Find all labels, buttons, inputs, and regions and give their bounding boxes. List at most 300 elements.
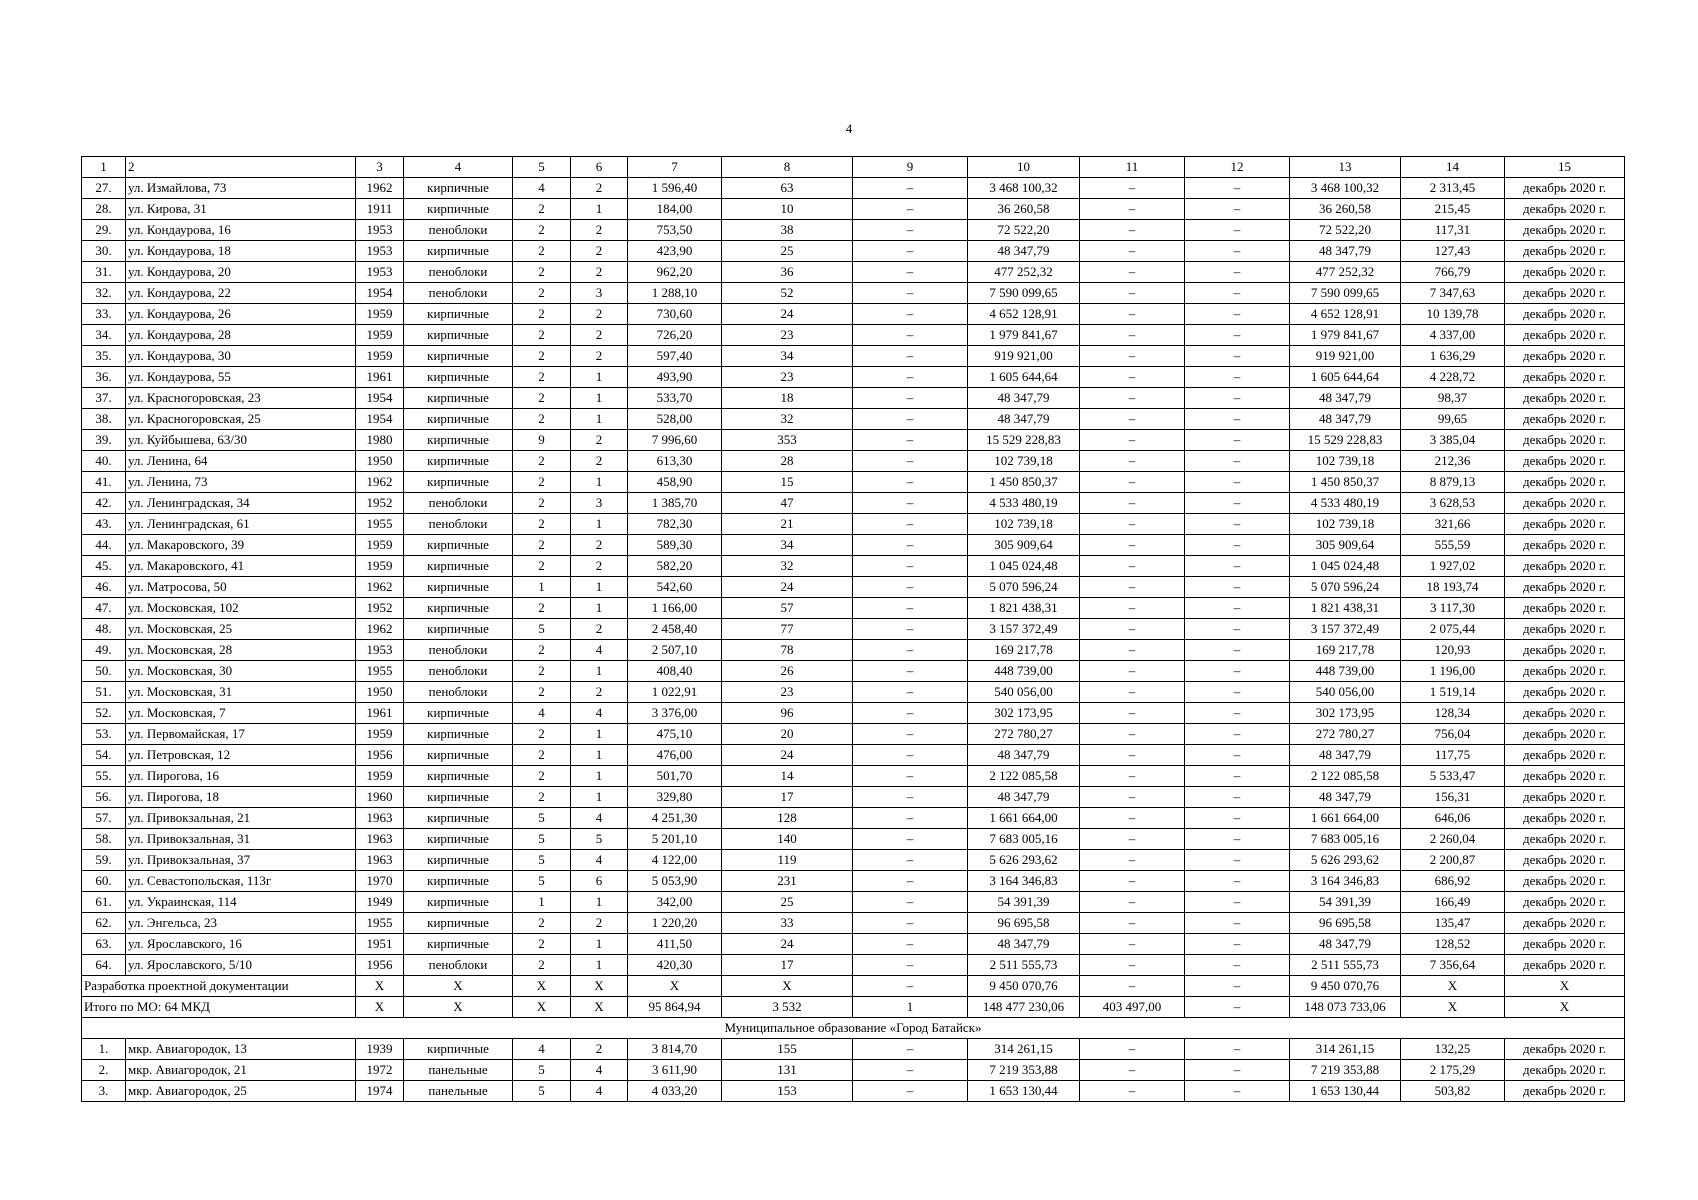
table-cell: 2 xyxy=(513,388,571,409)
table-cell: – xyxy=(1080,955,1185,976)
table-cell: 1 xyxy=(571,724,628,745)
table-cell: 1955 xyxy=(356,514,404,535)
table-cell: 1953 xyxy=(356,262,404,283)
table-cell: ул. Кирова, 31 xyxy=(126,199,356,220)
table-cell: 476,00 xyxy=(628,745,722,766)
table-cell: 2 200,87 xyxy=(1401,850,1505,871)
table-cell: – xyxy=(853,745,968,766)
table-row xyxy=(82,955,1625,976)
table-cell: кирпичные xyxy=(404,451,513,472)
table-cell: 1 653 130,44 xyxy=(1290,1081,1401,1102)
table-row xyxy=(82,661,1625,682)
table-cell: 2 xyxy=(513,367,571,388)
table-cell: – xyxy=(1185,829,1290,850)
table-cell: 2 xyxy=(513,556,571,577)
table-cell: 9 450 070,76 xyxy=(1290,976,1401,997)
table-cell: 8 xyxy=(722,157,853,178)
table-cell: 42. xyxy=(82,493,126,514)
table-cell: 1 xyxy=(571,514,628,535)
table-cell: X xyxy=(571,997,628,1018)
section-title: Муниципальное образование «Город Батайск» xyxy=(82,1018,1625,1039)
table-cell: 5 xyxy=(513,808,571,829)
table-cell: 7 590 099,65 xyxy=(968,283,1080,304)
table-cell: 1980 xyxy=(356,430,404,451)
table-row xyxy=(82,451,1625,472)
table-cell: пеноблоки xyxy=(404,682,513,703)
table-cell: 493,90 xyxy=(628,367,722,388)
table-cell: 2 xyxy=(513,724,571,745)
table-cell: 5 xyxy=(513,871,571,892)
table-cell: 7 356,64 xyxy=(1401,955,1505,976)
table-cell: декабрь 2020 г. xyxy=(1505,367,1625,388)
table-cell: 11 xyxy=(1080,157,1185,178)
table-cell: – xyxy=(1185,388,1290,409)
table-cell: 1951 xyxy=(356,934,404,955)
project-docs-row xyxy=(82,976,1625,997)
table-cell: 1952 xyxy=(356,493,404,514)
table-cell: 1959 xyxy=(356,766,404,787)
table-cell: 3 xyxy=(571,283,628,304)
table-cell: ул. Кондаурова, 55 xyxy=(126,367,356,388)
table-cell: – xyxy=(1185,241,1290,262)
table-cell: 2 xyxy=(513,787,571,808)
table-cell: 5 626 293,62 xyxy=(1290,850,1401,871)
table-cell: 7 683 005,16 xyxy=(1290,829,1401,850)
table-cell: 47 xyxy=(722,493,853,514)
row-label: Итого по МО: 64 МКД xyxy=(82,997,356,1018)
table-cell: кирпичные xyxy=(404,787,513,808)
table-cell: – xyxy=(1080,241,1185,262)
table-cell: ул. Севастопольская, 113г xyxy=(126,871,356,892)
table-cell: 2 xyxy=(513,955,571,976)
table-cell: 1 xyxy=(571,388,628,409)
table-cell: – xyxy=(1185,367,1290,388)
table-cell: 63 xyxy=(722,178,853,199)
table-cell: 2 075,44 xyxy=(1401,619,1505,640)
table-cell: 329,80 xyxy=(628,787,722,808)
table-cell: 1962 xyxy=(356,619,404,640)
table-cell: 34 xyxy=(722,346,853,367)
table-cell: 1 045 024,48 xyxy=(1290,556,1401,577)
table-cell: X xyxy=(404,997,513,1018)
table-cell: декабрь 2020 г. xyxy=(1505,808,1625,829)
table-cell: – xyxy=(853,1060,968,1081)
table-cell: – xyxy=(1185,199,1290,220)
table-cell: ул. Измайлова, 73 xyxy=(126,178,356,199)
table-cell: 2 xyxy=(571,220,628,241)
table-row xyxy=(82,598,1625,619)
table-cell: 2 xyxy=(513,766,571,787)
table-cell: 305 909,64 xyxy=(1290,535,1401,556)
table-cell: декабрь 2020 г. xyxy=(1505,598,1625,619)
table-cell: X xyxy=(1505,997,1625,1018)
table-cell: 1 xyxy=(513,892,571,913)
table-cell: 2 xyxy=(513,598,571,619)
table-cell: 14 xyxy=(1401,157,1505,178)
table-cell: 2 122 085,58 xyxy=(1290,766,1401,787)
table-cell: декабрь 2020 г. xyxy=(1505,766,1625,787)
table-cell: – xyxy=(853,241,968,262)
table-cell: – xyxy=(1185,934,1290,955)
table-cell: 403 497,00 xyxy=(1080,997,1185,1018)
table-cell: – xyxy=(853,556,968,577)
table-cell: 2 xyxy=(571,178,628,199)
table-cell: 475,10 xyxy=(628,724,722,745)
table-cell: 2 122 085,58 xyxy=(968,766,1080,787)
table-cell: декабрь 2020 г. xyxy=(1505,1060,1625,1081)
table-cell: 2 xyxy=(513,682,571,703)
table-cell: – xyxy=(853,367,968,388)
table-cell: ул. Привокзальная, 37 xyxy=(126,850,356,871)
table-cell: X xyxy=(513,976,571,997)
table-cell: 135,47 xyxy=(1401,913,1505,934)
table-cell: декабрь 2020 г. xyxy=(1505,640,1625,661)
table-cell: 342,00 xyxy=(628,892,722,913)
table-cell: ул. Ярославского, 5/10 xyxy=(126,955,356,976)
table-cell: 24 xyxy=(722,577,853,598)
table-cell: пеноблоки xyxy=(404,661,513,682)
table-cell: – xyxy=(1185,178,1290,199)
table-cell: – xyxy=(1185,430,1290,451)
table-cell: 7 347,63 xyxy=(1401,283,1505,304)
table-cell: – xyxy=(1080,493,1185,514)
table-cell: – xyxy=(1185,640,1290,661)
table-cell: – xyxy=(1080,325,1185,346)
table-cell: 528,00 xyxy=(628,409,722,430)
table-cell: 55. xyxy=(82,766,126,787)
table-row xyxy=(82,577,1625,598)
table-cell: декабрь 2020 г. xyxy=(1505,199,1625,220)
table-cell: декабрь 2020 г. xyxy=(1505,556,1625,577)
table-cell: 18 193,74 xyxy=(1401,577,1505,598)
table-cell: 1 636,29 xyxy=(1401,346,1505,367)
table-row xyxy=(82,808,1625,829)
table-cell: 555,59 xyxy=(1401,535,1505,556)
table-cell: пеноблоки xyxy=(404,955,513,976)
table-cell: 2 xyxy=(513,913,571,934)
table-cell: 49. xyxy=(82,640,126,661)
table-cell: – xyxy=(1185,451,1290,472)
table-cell: декабрь 2020 г. xyxy=(1505,304,1625,325)
table-cell: кирпичные xyxy=(404,850,513,871)
table-cell: – xyxy=(853,829,968,850)
table-cell: 48 347,79 xyxy=(1290,934,1401,955)
table-cell: 1 022,91 xyxy=(628,682,722,703)
table-cell: 127,43 xyxy=(1401,241,1505,262)
table-cell: X xyxy=(356,976,404,997)
table-cell: – xyxy=(853,724,968,745)
table-cell: – xyxy=(1185,304,1290,325)
table-cell: – xyxy=(1185,1060,1290,1081)
table-cell: 9 xyxy=(513,430,571,451)
table-cell: X xyxy=(1401,997,1505,1018)
table-cell: 25 xyxy=(722,892,853,913)
table-cell: кирпичные xyxy=(404,745,513,766)
table-cell: 2 511 555,73 xyxy=(1290,955,1401,976)
table-cell: 1 605 644,64 xyxy=(968,367,1080,388)
table-cell: – xyxy=(853,262,968,283)
table-cell: 5 xyxy=(513,1081,571,1102)
table-cell: 34 xyxy=(722,535,853,556)
table-cell: 2 507,10 xyxy=(628,640,722,661)
table-cell: – xyxy=(1185,556,1290,577)
table-cell: – xyxy=(1080,178,1185,199)
table-cell: декабрь 2020 г. xyxy=(1505,703,1625,724)
table-cell: 52 xyxy=(722,283,853,304)
table-cell: 2 458,40 xyxy=(628,619,722,640)
table-cell: 1963 xyxy=(356,829,404,850)
table-cell: 166,49 xyxy=(1401,892,1505,913)
table-cell: 15 xyxy=(1505,157,1625,178)
table-cell: кирпичные xyxy=(404,388,513,409)
table-cell: 2 xyxy=(513,934,571,955)
table-cell: 48 347,79 xyxy=(1290,409,1401,430)
table-cell: 148 073 733,06 xyxy=(1290,997,1401,1018)
table-cell: 57 xyxy=(722,598,853,619)
table-cell: 1 xyxy=(571,409,628,430)
table-cell: 5 070 596,24 xyxy=(968,577,1080,598)
table-cell: кирпичные xyxy=(404,325,513,346)
table-cell: – xyxy=(1185,787,1290,808)
table-cell: 3 628,53 xyxy=(1401,493,1505,514)
table-cell: 3 117,30 xyxy=(1401,598,1505,619)
table-cell: 169 217,78 xyxy=(1290,640,1401,661)
table-cell: кирпичные xyxy=(404,241,513,262)
table-cell: – xyxy=(853,619,968,640)
table-cell: 5 053,90 xyxy=(628,871,722,892)
table-cell: кирпичные xyxy=(404,766,513,787)
table-cell: 1960 xyxy=(356,787,404,808)
header-row xyxy=(82,157,1625,178)
table-cell: декабрь 2020 г. xyxy=(1505,724,1625,745)
table-cell: – xyxy=(1185,262,1290,283)
table-cell: 128,52 xyxy=(1401,934,1505,955)
table-cell: 5 xyxy=(571,829,628,850)
table-cell: – xyxy=(1080,346,1185,367)
table-cell: 2 175,29 xyxy=(1401,1060,1505,1081)
table-cell: декабрь 2020 г. xyxy=(1505,262,1625,283)
table-cell: 120,93 xyxy=(1401,640,1505,661)
table-cell: 43. xyxy=(82,514,126,535)
table-cell: 27. xyxy=(82,178,126,199)
table-cell: 5 201,10 xyxy=(628,829,722,850)
table-cell: 533,70 xyxy=(628,388,722,409)
table-cell: 10 xyxy=(968,157,1080,178)
table-cell: – xyxy=(853,304,968,325)
table-cell: – xyxy=(853,787,968,808)
table-cell: 15 529 228,83 xyxy=(968,430,1080,451)
table-cell: 48 347,79 xyxy=(968,787,1080,808)
table-cell: 32 xyxy=(722,409,853,430)
table-cell: кирпичные xyxy=(404,934,513,955)
table-cell: 62. xyxy=(82,913,126,934)
table-cell: 1 xyxy=(571,367,628,388)
table-cell: декабрь 2020 г. xyxy=(1505,451,1625,472)
table-cell: 128,34 xyxy=(1401,703,1505,724)
table-cell: 540 056,00 xyxy=(1290,682,1401,703)
table-cell: 2. xyxy=(82,1060,126,1081)
table-cell: 48 347,79 xyxy=(1290,241,1401,262)
table-cell: X xyxy=(722,976,853,997)
table-cell: 46. xyxy=(82,577,126,598)
table-cell: ул. Макаровского, 41 xyxy=(126,556,356,577)
table-cell: 77 xyxy=(722,619,853,640)
table-cell: 72 522,20 xyxy=(968,220,1080,241)
table-cell: – xyxy=(853,598,968,619)
table-cell: 4 652 128,91 xyxy=(968,304,1080,325)
table-cell: декабрь 2020 г. xyxy=(1505,787,1625,808)
table-cell: 57. xyxy=(82,808,126,829)
table-cell: 3 164 346,83 xyxy=(968,871,1080,892)
table-cell: – xyxy=(1080,472,1185,493)
table-cell: 7 683 005,16 xyxy=(968,829,1080,850)
table-cell: 40. xyxy=(82,451,126,472)
table-cell: – xyxy=(1185,850,1290,871)
table-cell: 542,60 xyxy=(628,577,722,598)
table-cell: 2 xyxy=(513,493,571,514)
table-cell: – xyxy=(1080,451,1185,472)
table-cell: 25 xyxy=(722,241,853,262)
table-cell: 1959 xyxy=(356,535,404,556)
table-cell: ул. Ленина, 64 xyxy=(126,451,356,472)
table-row xyxy=(82,241,1625,262)
table-cell: декабрь 2020 г. xyxy=(1505,409,1625,430)
table-cell: ул. Ленинградская, 34 xyxy=(126,493,356,514)
table-cell: – xyxy=(853,913,968,934)
table-cell: 962,20 xyxy=(628,262,722,283)
table-cell: мкр. Авиагородок, 21 xyxy=(126,1060,356,1081)
table-cell: декабрь 2020 г. xyxy=(1505,1081,1625,1102)
table-cell: 1 xyxy=(571,661,628,682)
table-cell: пеноблоки xyxy=(404,493,513,514)
table-cell: 38 xyxy=(722,220,853,241)
table-cell: – xyxy=(853,325,968,346)
table-cell: ул. Ярославского, 16 xyxy=(126,934,356,955)
table-cell: кирпичные xyxy=(404,556,513,577)
table-cell: 1911 xyxy=(356,199,404,220)
table-cell: 1 xyxy=(571,598,628,619)
table-cell: 153 xyxy=(722,1081,853,1102)
table-cell: 95 864,94 xyxy=(628,997,722,1018)
table-cell: – xyxy=(853,493,968,514)
table-cell: ул. Пирогова, 18 xyxy=(126,787,356,808)
table-cell: 1962 xyxy=(356,577,404,598)
table-cell: 1 xyxy=(82,157,126,178)
table-cell: – xyxy=(1185,577,1290,598)
table-cell: – xyxy=(1080,934,1185,955)
table-cell: 5 626 293,62 xyxy=(968,850,1080,871)
table-cell: – xyxy=(1185,535,1290,556)
table-cell: 302 173,95 xyxy=(968,703,1080,724)
table-cell: 1 596,40 xyxy=(628,178,722,199)
table-cell: 102 739,18 xyxy=(968,451,1080,472)
table-cell: кирпичные xyxy=(404,430,513,451)
table-cell: 5 xyxy=(513,829,571,850)
table-cell: – xyxy=(1080,724,1185,745)
table-cell: 1 xyxy=(571,892,628,913)
table-cell: 3 814,70 xyxy=(628,1039,722,1060)
table-cell: 156,31 xyxy=(1401,787,1505,808)
table-cell: 2 xyxy=(513,640,571,661)
table-cell: пеноблоки xyxy=(404,514,513,535)
table-cell: 2 xyxy=(571,535,628,556)
table-cell: – xyxy=(1080,367,1185,388)
table-cell: 726,20 xyxy=(628,325,722,346)
table-cell: – xyxy=(1080,220,1185,241)
table-cell: 9 450 070,76 xyxy=(968,976,1080,997)
table-cell: 8 879,13 xyxy=(1401,472,1505,493)
table-cell: 4 251,30 xyxy=(628,808,722,829)
table-cell: ул. Первомайская, 17 xyxy=(126,724,356,745)
table-cell: 72 522,20 xyxy=(1290,220,1401,241)
table-cell: – xyxy=(1185,682,1290,703)
table-cell: 48. xyxy=(82,619,126,640)
table-cell: ул. Московская, 7 xyxy=(126,703,356,724)
table-cell: ул. Украинская, 114 xyxy=(126,892,356,913)
table-cell: X xyxy=(513,997,571,1018)
table-cell: – xyxy=(1185,514,1290,535)
table-cell: – xyxy=(1080,1081,1185,1102)
table-cell: 3 532 xyxy=(722,997,853,1018)
table-cell: – xyxy=(853,535,968,556)
table-cell: – xyxy=(1185,493,1290,514)
table-cell: 1 xyxy=(853,997,968,1018)
table-cell: – xyxy=(1080,1060,1185,1081)
table-row xyxy=(82,745,1625,766)
table-cell: 6 xyxy=(571,157,628,178)
table-cell: – xyxy=(853,283,968,304)
table-row xyxy=(82,178,1625,199)
table-cell: – xyxy=(1080,640,1185,661)
table-cell: 7 219 353,88 xyxy=(968,1060,1080,1081)
table-cell: – xyxy=(853,871,968,892)
table-cell: 1 821 438,31 xyxy=(968,598,1080,619)
table-cell: декабрь 2020 г. xyxy=(1505,955,1625,976)
table-cell: 1 450 850,37 xyxy=(1290,472,1401,493)
table-cell: 33 xyxy=(722,913,853,934)
table-cell: – xyxy=(1185,703,1290,724)
table-cell: 1962 xyxy=(356,472,404,493)
table-cell: декабрь 2020 г. xyxy=(1505,535,1625,556)
table-cell: 1 450 850,37 xyxy=(968,472,1080,493)
table-cell: ул. Кондаурова, 20 xyxy=(126,262,356,283)
table-cell: 1 979 841,67 xyxy=(1290,325,1401,346)
table-cell: 4 xyxy=(404,157,513,178)
table-cell: 272 780,27 xyxy=(1290,724,1401,745)
table-cell: 4 xyxy=(571,1060,628,1081)
table-cell: ул. Красногоровская, 25 xyxy=(126,409,356,430)
table-cell: ул. Привокзальная, 31 xyxy=(126,829,356,850)
table-cell: 1 xyxy=(571,745,628,766)
table-cell: 41. xyxy=(82,472,126,493)
table-cell: кирпичные xyxy=(404,808,513,829)
table-cell: 59. xyxy=(82,850,126,871)
table-cell: 2 xyxy=(513,535,571,556)
table-cell: 477 252,32 xyxy=(1290,262,1401,283)
table-cell: 4 xyxy=(571,850,628,871)
table-cell: – xyxy=(1080,766,1185,787)
table-cell: – xyxy=(1185,1039,1290,1060)
table-cell: 2 xyxy=(513,220,571,241)
table-cell: декабрь 2020 г. xyxy=(1505,619,1625,640)
table-cell: – xyxy=(1185,409,1290,430)
table-cell: 32. xyxy=(82,283,126,304)
table-cell: X xyxy=(628,976,722,997)
table-cell: X xyxy=(1401,976,1505,997)
table-cell: ул. Московская, 102 xyxy=(126,598,356,619)
table-cell: 2 xyxy=(513,409,571,430)
table-cell: 78 xyxy=(722,640,853,661)
